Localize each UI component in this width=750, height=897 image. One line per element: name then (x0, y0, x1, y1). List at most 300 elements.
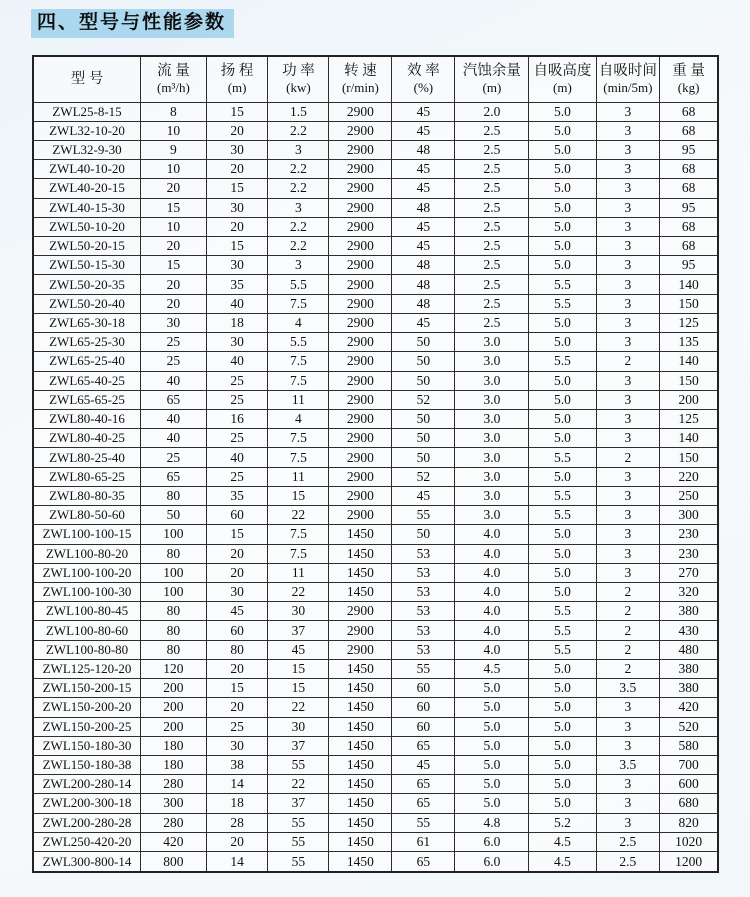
model-cell: ZWL80-65-25 (33, 467, 141, 486)
value-cell: 10 (141, 160, 207, 179)
table-header (33, 56, 718, 102)
value-cell: 200 (141, 698, 207, 717)
value-cell: 4.5 (529, 852, 596, 872)
value-cell: 1450 (329, 813, 392, 832)
value-cell: 125 (660, 410, 718, 429)
value-cell: 2900 (329, 352, 392, 371)
value-cell: 65 (392, 775, 455, 794)
value-cell: 3.0 (455, 448, 529, 467)
table-row (33, 698, 718, 717)
value-cell: 95 (660, 198, 718, 217)
value-cell: 140 (660, 429, 718, 448)
column-header-unit: (r/min) (341, 80, 379, 96)
value-cell: 5.5 (529, 448, 596, 467)
value-cell: 2.5 (455, 198, 529, 217)
value-cell: 20 (141, 275, 207, 294)
table-row (33, 852, 718, 872)
value-cell: 55 (268, 813, 329, 832)
value-cell: 60 (392, 679, 455, 698)
value-cell: 4.0 (455, 582, 529, 601)
value-cell: 5.0 (529, 736, 596, 755)
table-row (33, 717, 718, 736)
value-cell: 3 (596, 525, 660, 544)
model-cell: ZWL65-25-30 (33, 333, 141, 352)
value-cell: 60 (206, 621, 268, 640)
column-header-label: 流 量 (157, 63, 190, 80)
value-cell: 3 (596, 775, 660, 794)
value-cell: 4 (268, 313, 329, 332)
value-cell: 18 (206, 794, 268, 813)
value-cell: 14 (206, 775, 268, 794)
column-header-label: 效 率 (407, 63, 440, 80)
column-header-unit: (kw) (286, 80, 311, 96)
value-cell: 15 (206, 102, 268, 121)
value-cell: 800 (141, 852, 207, 872)
value-cell: 2900 (329, 160, 392, 179)
value-cell: 45 (392, 121, 455, 140)
value-cell: 2.5 (455, 294, 529, 313)
value-cell: 2 (596, 448, 660, 467)
column-header (660, 56, 718, 102)
value-cell: 2900 (329, 371, 392, 390)
value-cell: 180 (141, 736, 207, 755)
model-cell: ZWL25-8-15 (33, 102, 141, 121)
value-cell: 37 (268, 794, 329, 813)
column-header-unit: (m) (227, 80, 247, 96)
value-cell: 3 (596, 217, 660, 236)
value-cell: 65 (392, 794, 455, 813)
column-header-label: 功 率 (282, 63, 315, 80)
value-cell: 5.0 (455, 736, 529, 755)
table-row (33, 755, 718, 774)
value-cell: 280 (141, 813, 207, 832)
value-cell: 2.2 (268, 237, 329, 256)
value-cell: 55 (392, 506, 455, 525)
value-cell: 3.0 (455, 467, 529, 486)
value-cell: 2900 (329, 237, 392, 256)
model-cell: ZWL50-10-20 (33, 217, 141, 236)
value-cell: 50 (392, 333, 455, 352)
value-cell: 2900 (329, 621, 392, 640)
model-cell: ZWL40-20-15 (33, 179, 141, 198)
table-row (33, 333, 718, 352)
value-cell: 15 (206, 679, 268, 698)
value-cell: 125 (660, 313, 718, 332)
model-cell: ZWL80-50-60 (33, 506, 141, 525)
value-cell: 3 (596, 794, 660, 813)
table-row (33, 390, 718, 409)
value-cell: 1450 (329, 832, 392, 851)
value-cell: 20 (206, 217, 268, 236)
value-cell: 20 (206, 832, 268, 851)
value-cell: 65 (392, 852, 455, 872)
value-cell: 7.5 (268, 352, 329, 371)
value-cell: 68 (660, 121, 718, 140)
value-cell: 1450 (329, 659, 392, 678)
model-cell: ZWL50-20-15 (33, 237, 141, 256)
value-cell: 2.5 (596, 832, 660, 851)
value-cell: 4.5 (529, 832, 596, 851)
model-cell: ZWL150-200-20 (33, 698, 141, 717)
value-cell: 15 (268, 659, 329, 678)
value-cell: 16 (206, 410, 268, 429)
value-cell: 2900 (329, 333, 392, 352)
value-cell: 5.5 (529, 621, 596, 640)
column-header-unit: (min/5m) (603, 80, 653, 96)
column-header-unit: (kg) (677, 80, 700, 96)
value-cell: 25 (141, 333, 207, 352)
value-cell: 5.5 (268, 275, 329, 294)
value-cell: 2.2 (268, 179, 329, 198)
value-cell: 30 (268, 717, 329, 736)
value-cell: 480 (660, 640, 718, 659)
table-row (33, 371, 718, 390)
value-cell: 150 (660, 371, 718, 390)
value-cell: 3 (596, 237, 660, 256)
value-cell: 2.5 (455, 217, 529, 236)
value-cell: 40 (141, 371, 207, 390)
value-cell: 2.2 (268, 160, 329, 179)
value-cell: 1.5 (268, 102, 329, 121)
value-cell: 5.5 (529, 294, 596, 313)
value-cell: 2.5 (455, 256, 529, 275)
value-cell: 2900 (329, 121, 392, 140)
value-cell: 2900 (329, 390, 392, 409)
value-cell: 45 (392, 160, 455, 179)
value-cell: 380 (660, 679, 718, 698)
value-cell: 1450 (329, 544, 392, 563)
value-cell: 2900 (329, 429, 392, 448)
value-cell: 53 (392, 602, 455, 621)
value-cell: 1450 (329, 582, 392, 601)
value-cell: 3 (596, 544, 660, 563)
value-cell: 380 (660, 602, 718, 621)
value-cell: 140 (660, 275, 718, 294)
model-cell: ZWL100-100-20 (33, 563, 141, 582)
value-cell: 80 (206, 640, 268, 659)
value-cell: 2900 (329, 179, 392, 198)
value-cell: 2 (596, 659, 660, 678)
model-cell: ZWL80-25-40 (33, 448, 141, 467)
value-cell: 37 (268, 736, 329, 755)
value-cell: 2900 (329, 313, 392, 332)
table-row (33, 467, 718, 486)
column-header (206, 56, 268, 102)
value-cell: 2.2 (268, 217, 329, 236)
table-row (33, 525, 718, 544)
value-cell: 250 (660, 486, 718, 505)
value-cell: 820 (660, 813, 718, 832)
value-cell: 3 (596, 371, 660, 390)
value-cell: 5.0 (529, 525, 596, 544)
value-cell: 200 (660, 390, 718, 409)
table-row (33, 775, 718, 794)
value-cell: 68 (660, 217, 718, 236)
value-cell: 420 (141, 832, 207, 851)
value-cell: 25 (141, 448, 207, 467)
value-cell: 5.5 (529, 486, 596, 505)
table-row (33, 179, 718, 198)
value-cell: 30 (268, 602, 329, 621)
value-cell: 5.0 (455, 775, 529, 794)
value-cell: 5.0 (529, 794, 596, 813)
model-cell: ZWL65-65-25 (33, 390, 141, 409)
model-cell: ZWL125-120-20 (33, 659, 141, 678)
value-cell: 45 (268, 640, 329, 659)
value-cell: 48 (392, 275, 455, 294)
value-cell: 5.0 (529, 237, 596, 256)
table-row (33, 198, 718, 217)
value-cell: 1200 (660, 852, 718, 872)
value-cell: 2900 (329, 294, 392, 313)
value-cell: 53 (392, 582, 455, 601)
table-row (33, 160, 718, 179)
column-header-unit: (m) (482, 80, 502, 96)
value-cell: 5.0 (529, 679, 596, 698)
value-cell: 14 (206, 852, 268, 872)
table-row (33, 544, 718, 563)
value-cell: 60 (206, 506, 268, 525)
value-cell: 5.0 (529, 717, 596, 736)
value-cell: 3.0 (455, 506, 529, 525)
value-cell: 200 (141, 717, 207, 736)
value-cell: 5.0 (529, 563, 596, 582)
value-cell: 65 (392, 736, 455, 755)
value-cell: 230 (660, 525, 718, 544)
column-header (268, 56, 329, 102)
model-cell: ZWL100-100-15 (33, 525, 141, 544)
value-cell: 20 (141, 179, 207, 198)
value-cell: 3.5 (596, 755, 660, 774)
value-cell: 2 (596, 582, 660, 601)
value-cell: 2900 (329, 467, 392, 486)
table-row (33, 582, 718, 601)
value-cell: 2.5 (455, 140, 529, 159)
value-cell: 2 (596, 602, 660, 621)
model-cell: ZWL50-15-30 (33, 256, 141, 275)
value-cell: 55 (268, 852, 329, 872)
value-cell: 60 (392, 717, 455, 736)
value-cell: 30 (206, 582, 268, 601)
table-row (33, 832, 718, 851)
table-row (33, 602, 718, 621)
value-cell: 80 (141, 486, 207, 505)
value-cell: 68 (660, 237, 718, 256)
column-header (392, 56, 455, 102)
value-cell: 80 (141, 621, 207, 640)
value-cell: 1450 (329, 563, 392, 582)
value-cell: 5.0 (455, 755, 529, 774)
value-cell: 48 (392, 140, 455, 159)
value-cell: 95 (660, 256, 718, 275)
column-header-label: 自吸高度 (533, 63, 592, 80)
model-cell: ZWL300-800-14 (33, 852, 141, 872)
value-cell: 30 (206, 736, 268, 755)
value-cell: 3 (596, 140, 660, 159)
value-cell: 3.0 (455, 333, 529, 352)
column-header-unit: (m³/h) (157, 80, 190, 96)
value-cell: 45 (392, 313, 455, 332)
value-cell: 7.5 (268, 525, 329, 544)
value-cell: 1450 (329, 698, 392, 717)
value-cell: 420 (660, 698, 718, 717)
value-cell: 25 (206, 371, 268, 390)
value-cell: 53 (392, 563, 455, 582)
column-header (529, 56, 596, 102)
value-cell: 50 (392, 352, 455, 371)
value-cell: 280 (141, 775, 207, 794)
value-cell: 2 (596, 621, 660, 640)
value-cell: 25 (206, 467, 268, 486)
model-cell: ZWL200-280-28 (33, 813, 141, 832)
model-cell: ZWL200-280-14 (33, 775, 141, 794)
column-header-unit: (m) (553, 80, 572, 96)
value-cell: 430 (660, 621, 718, 640)
column-header (141, 56, 207, 102)
value-cell: 180 (141, 755, 207, 774)
model-cell: ZWL150-180-30 (33, 736, 141, 755)
value-cell: 3 (596, 813, 660, 832)
value-cell: 2.5 (596, 852, 660, 872)
model-cell: ZWL80-80-35 (33, 486, 141, 505)
value-cell: 3 (596, 506, 660, 525)
value-cell: 15 (141, 256, 207, 275)
value-cell: 4.0 (455, 621, 529, 640)
value-cell: 3 (596, 294, 660, 313)
column-header (33, 56, 141, 102)
value-cell: 5.5 (529, 506, 596, 525)
value-cell: 150 (660, 294, 718, 313)
value-cell: 3 (596, 121, 660, 140)
value-cell: 22 (268, 775, 329, 794)
model-cell: ZWL50-20-40 (33, 294, 141, 313)
column-header-label: 重 量 (672, 63, 705, 80)
table-row (33, 621, 718, 640)
value-cell: 3 (596, 256, 660, 275)
model-cell: ZWL40-15-30 (33, 198, 141, 217)
spec-table (32, 55, 719, 873)
value-cell: 4.5 (455, 659, 529, 678)
value-cell: 270 (660, 563, 718, 582)
value-cell: 45 (392, 237, 455, 256)
table-row (33, 679, 718, 698)
value-cell: 220 (660, 467, 718, 486)
value-cell: 37 (268, 621, 329, 640)
value-cell: 3 (268, 198, 329, 217)
value-cell: 20 (206, 121, 268, 140)
model-cell: ZWL32-10-20 (33, 121, 141, 140)
value-cell: 11 (268, 467, 329, 486)
value-cell: 5.0 (529, 198, 596, 217)
column-header (596, 56, 660, 102)
value-cell: 25 (206, 390, 268, 409)
value-cell: 45 (392, 179, 455, 198)
value-cell: 1450 (329, 736, 392, 755)
value-cell: 40 (206, 448, 268, 467)
value-cell: 80 (141, 602, 207, 621)
value-cell: 2 (596, 640, 660, 659)
value-cell: 5.5 (529, 352, 596, 371)
value-cell: 680 (660, 794, 718, 813)
model-cell: ZWL100-80-80 (33, 640, 141, 659)
value-cell: 3 (596, 102, 660, 121)
value-cell: 25 (206, 717, 268, 736)
value-cell: 68 (660, 160, 718, 179)
value-cell: 2900 (329, 102, 392, 121)
value-cell: 53 (392, 640, 455, 659)
value-cell: 45 (206, 602, 268, 621)
value-cell: 2900 (329, 486, 392, 505)
value-cell: 65 (141, 390, 207, 409)
value-cell: 45 (392, 102, 455, 121)
value-cell: 15 (206, 525, 268, 544)
table-row (33, 313, 718, 332)
value-cell: 4.0 (455, 525, 529, 544)
value-cell: 3.5 (596, 679, 660, 698)
value-cell: 2900 (329, 410, 392, 429)
table-row (33, 813, 718, 832)
value-cell: 135 (660, 333, 718, 352)
value-cell: 2.5 (455, 179, 529, 198)
value-cell: 55 (392, 659, 455, 678)
value-cell: 15 (141, 198, 207, 217)
value-cell: 3.0 (455, 410, 529, 429)
table-row (33, 736, 718, 755)
value-cell: 2900 (329, 275, 392, 294)
model-cell: ZWL50-20-35 (33, 275, 141, 294)
value-cell: 3 (596, 390, 660, 409)
header-row (33, 56, 718, 102)
value-cell: 1450 (329, 852, 392, 872)
value-cell: 7.5 (268, 544, 329, 563)
value-cell: 30 (206, 256, 268, 275)
value-cell: 7.5 (268, 429, 329, 448)
value-cell: 3.0 (455, 486, 529, 505)
table-row (33, 275, 718, 294)
model-cell: ZWL100-80-45 (33, 602, 141, 621)
value-cell: 2.0 (455, 102, 529, 121)
value-cell: 300 (141, 794, 207, 813)
value-cell: 1450 (329, 775, 392, 794)
value-cell: 5.5 (529, 602, 596, 621)
value-cell: 61 (392, 832, 455, 851)
value-cell: 3 (596, 198, 660, 217)
value-cell: 3.0 (455, 429, 529, 448)
value-cell: 80 (141, 544, 207, 563)
value-cell: 100 (141, 582, 207, 601)
value-cell: 4.0 (455, 563, 529, 582)
value-cell: 3 (596, 736, 660, 755)
model-cell: ZWL40-10-20 (33, 160, 141, 179)
value-cell: 52 (392, 467, 455, 486)
value-cell: 40 (141, 429, 207, 448)
value-cell: 35 (206, 275, 268, 294)
value-cell: 4.0 (455, 640, 529, 659)
table-row (33, 486, 718, 505)
value-cell: 50 (392, 371, 455, 390)
value-cell: 5.0 (529, 544, 596, 563)
value-cell: 5.0 (529, 313, 596, 332)
table-row (33, 448, 718, 467)
value-cell: 50 (141, 506, 207, 525)
column-header-label: 汽蚀余量 (462, 63, 521, 80)
value-cell: 4 (268, 410, 329, 429)
model-cell: ZWL150-200-25 (33, 717, 141, 736)
model-cell: ZWL150-200-15 (33, 679, 141, 698)
value-cell: 5.0 (529, 410, 596, 429)
table-row (33, 294, 718, 313)
column-header (329, 56, 392, 102)
